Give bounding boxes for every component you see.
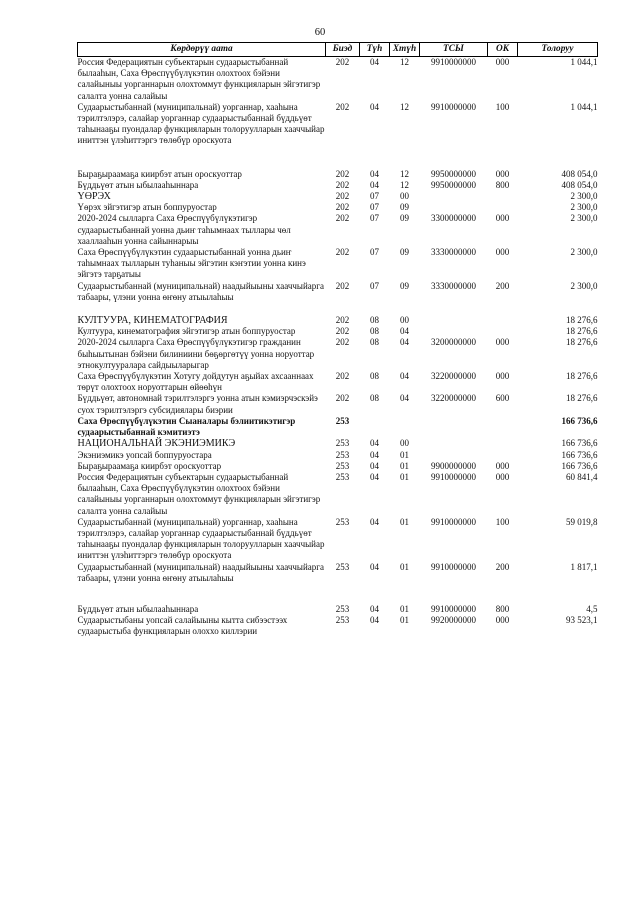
cell-ved: 202 (335, 168, 350, 179)
table-row (78, 416, 598, 438)
cell-sum: 166 736,6 (561, 415, 598, 426)
table-row (78, 202, 598, 213)
cell-pr: 01 (400, 615, 409, 626)
cell-ved: 253 (335, 438, 350, 449)
cell-ved: 253 (335, 471, 350, 482)
table-row (78, 247, 598, 281)
cell-cs: 3220000000 (431, 393, 476, 404)
table-row (78, 461, 598, 472)
cell-cs: 9910000000 (431, 516, 476, 527)
cell-cs: 3200000000 (431, 337, 476, 348)
cell-rz: 04 (370, 179, 379, 190)
cell-rz: 04 (370, 561, 379, 572)
cell-rz: 07 (370, 191, 379, 202)
cell-vr: 000 (495, 615, 510, 626)
cell-rz: 07 (370, 213, 379, 224)
cell-ved: 253 (335, 603, 350, 614)
cell-pr: 00 (400, 191, 409, 202)
cell-cs: 9910000000 (431, 603, 476, 614)
cell-rz: 08 (370, 393, 379, 404)
cell-pr: 12 (400, 57, 409, 67)
cell-cs: 9910000000 (431, 561, 476, 572)
cell-pr: 01 (400, 603, 409, 614)
cell-vr: 600 (495, 393, 510, 404)
cell-cs: 9900000000 (431, 460, 476, 471)
table-row (78, 450, 598, 461)
cell-sum: 18 276,6 (566, 393, 598, 404)
cell-ved: 253 (335, 561, 350, 572)
cell-name: Саха Өрөспүүбүлүкэтин Хотугу дойдутун аҕыйах ахсааннаах төрүт олохтоох норуоттарын өйөөһүн (77, 371, 314, 393)
cell-ved: 202 (335, 326, 350, 337)
cell-name: Судаарыстыбаннай (муниципальнай) наадыйыыны хааччыйарга табаары, үлэни уонна өҥөну атыылаһыы (77, 280, 324, 302)
header-pr: Хтүһ (390, 43, 420, 57)
cell-name: Судаарыстыбаннай (муниципальнай) уорганнар, хааһына тэрилтэлэрэ, салайар уорганнар судаарыстыбаннай бүддьүөт таһынааҕы пуондалар функцияларын толоруулларын хааччыйар иниттэн үлэһиттэргэ төлөбүр ороскуота (77, 101, 325, 146)
cell-pr: 04 (400, 337, 409, 348)
cell-rz: 08 (370, 326, 379, 337)
cell-name: Бүддьүөт атын ыбылааһыннара (77, 179, 199, 190)
cell-rz: 08 (370, 315, 379, 326)
budget-table (77, 42, 598, 638)
table-row (78, 615, 598, 637)
cell-sum: 1 044,1 (570, 57, 598, 67)
cell-rz (360, 416, 390, 438)
cell-vr: 000 (495, 460, 510, 471)
table-row (78, 371, 598, 393)
cell-name: Култуура, кинематография эйгэтигэр атын боппуруостар (77, 326, 296, 337)
cell-cs: 9910000000 (431, 57, 476, 67)
header-rz: Түһ (360, 43, 390, 57)
cell-cs (420, 438, 488, 449)
cell-ved: 253 (335, 615, 350, 626)
cell-vr: 000 (495, 371, 510, 382)
table-row (78, 57, 598, 102)
cell-cs: 9920000000 (431, 615, 476, 626)
cell-ved: 202 (335, 101, 350, 112)
cell-pr: 12 (400, 168, 409, 179)
cell-rz: 07 (370, 202, 379, 213)
cell-pr: 09 (400, 247, 409, 258)
cell-cs (420, 416, 488, 438)
cell-sum: 18 276,6 (566, 337, 598, 348)
table-row (78, 213, 598, 247)
header-cs: ТСЫ (420, 43, 488, 57)
cell-ved: 253 (335, 460, 350, 471)
cell-name: КУЛТУУРА, КИНЕМАТОГРАФИЯ (77, 315, 228, 327)
cell-ved: 202 (335, 213, 350, 224)
header-vr: ОК (488, 43, 518, 57)
cell-ved: 253 (335, 516, 350, 527)
cell-ved: 202 (335, 337, 350, 348)
cell-pr: 01 (400, 516, 409, 527)
cell-cs: 9950000000 (431, 179, 476, 190)
cell-name: НАЦИОНАЛЬНАЙ ЭКЭНИЭМИКЭ (77, 438, 236, 450)
cell-vr: 800 (495, 179, 510, 190)
cell-ved: 202 (335, 247, 350, 258)
cell-ved: 202 (335, 393, 350, 404)
cell-rz: 04 (370, 101, 379, 112)
cell-name: Үөрэх эйгэтигэр атын боппуруостар (77, 202, 217, 213)
cell-name: 2020-2024 сылларга Саха Өрөспүүбүлүкэтигэр гражданин быһыытынан бэйэни билиниини бөҕөргөтүү уонна норуоттар этнокултууралара сайдыыларыгар (77, 337, 315, 370)
cell-pr: 12 (400, 101, 409, 112)
cell-name: Экэниэмикэ уопсай боппуруостара (77, 449, 212, 460)
cell-pr: 01 (400, 471, 409, 482)
cell-rz: 04 (370, 460, 379, 471)
table-row (78, 303, 598, 326)
cell-vr: 200 (495, 280, 510, 291)
cell-ved: 202 (335, 202, 350, 213)
cell-sum: 1 817,1 (570, 561, 598, 572)
cell-sum: 93 523,1 (566, 615, 598, 626)
table-row (78, 180, 598, 191)
cell-pr: 01 (400, 460, 409, 471)
cell-sum: 2 300,0 (570, 191, 598, 202)
cell-ved: 253 (335, 449, 350, 460)
cell-vr (488, 326, 518, 337)
cell-name: Быраҕыраамаҕа киирбэт ороскуоттар (77, 460, 222, 471)
table-header-row (78, 43, 598, 57)
table-row (78, 517, 598, 562)
cell-sum: 18 276,6 (566, 326, 598, 337)
cell-cs: 3220000000 (431, 371, 476, 382)
cell-rz: 04 (370, 516, 379, 527)
cell-vr: 000 (495, 247, 510, 258)
cell-cs (420, 303, 488, 326)
cell-rz: 04 (370, 449, 379, 460)
cell-rz: 04 (370, 471, 379, 482)
cell-vr: 800 (495, 603, 510, 614)
cell-pr: 01 (400, 561, 409, 572)
cell-rz: 04 (370, 168, 379, 179)
cell-vr: 000 (495, 168, 510, 179)
cell-rz: 04 (370, 615, 379, 626)
cell-cs (420, 202, 488, 213)
cell-cs: 3330000000 (431, 247, 476, 258)
cell-sum: 2 300,0 (570, 280, 598, 291)
cell-sum: 408 054,0 (561, 179, 598, 190)
cell-sum: 1 044,1 (570, 101, 598, 112)
table-row (78, 326, 598, 337)
cell-sum: 166 736,6 (561, 449, 598, 460)
cell-ved: 202 (335, 315, 350, 326)
cell-pr: 00 (400, 315, 409, 326)
cell-vr (488, 416, 518, 438)
cell-pr: 04 (400, 393, 409, 404)
cell-rz: 07 (370, 280, 379, 291)
table-row (78, 191, 598, 202)
header-name: Көрдөрүү аата (78, 43, 326, 57)
header-ved: Биэд (326, 43, 360, 57)
cell-sum: 59 019,8 (566, 516, 598, 527)
table-row (78, 393, 598, 415)
cell-vr: 100 (495, 101, 510, 112)
cell-cs: 9910000000 (431, 471, 476, 482)
table-row (78, 281, 598, 303)
cell-rz: 08 (370, 337, 379, 348)
cell-name: Россия Федерациятын субъектарын судаарыстыбаннай былааһын, Саха Өрөспүүбүлүкэтин олохтоох бэйэни салайыныы уорганнарын олохтоммут функцияларын эйгэтигэр салалта уонна салайыы (77, 471, 321, 516)
cell-pr: 01 (400, 449, 409, 460)
cell-vr: 200 (495, 561, 510, 572)
cell-ved: 202 (335, 280, 350, 291)
cell-vr: 000 (495, 471, 510, 482)
cell-cs (420, 450, 488, 461)
cell-sum: 2 300,0 (570, 213, 598, 224)
cell-ved: 202 (335, 57, 350, 67)
cell-pr: 09 (400, 213, 409, 224)
cell-sum: 166 736,6 (561, 438, 598, 449)
cell-cs: 3300000000 (431, 213, 476, 224)
cell-ved: 202 (335, 191, 350, 202)
cell-sum: 2 300,0 (570, 202, 598, 213)
cell-name: Быраҕыраамаҕа киирбэт атын ороскуоттар (77, 168, 242, 179)
cell-vr: 000 (495, 57, 510, 67)
cell-pr: 04 (400, 326, 409, 337)
cell-rz: 07 (370, 247, 379, 258)
cell-name: Саха Өрөспүүбүлүкэтин судаарыстыбаннай уонна дьиҥ таһымнаах тылларын туһаныы эйгэтин кэҥэтии уонна кинэ эйгэтэ тарҕатыы (77, 247, 306, 280)
cell-name: Бүддьүөт атын ыбылааһыннара (77, 603, 199, 614)
cell-cs: 9950000000 (431, 168, 476, 179)
page-number: 60 (314, 27, 326, 38)
cell-ved: 202 (335, 179, 350, 190)
table-row (78, 337, 598, 371)
cell-rz: 04 (370, 603, 379, 614)
cell-vr (488, 303, 518, 326)
cell-sum: 18 276,6 (566, 315, 598, 326)
cell-sum: 408 054,0 (561, 168, 598, 179)
cell-pr: 04 (400, 371, 409, 382)
cell-sum: 60 841,4 (566, 471, 598, 482)
cell-cs (420, 326, 488, 337)
table-body (78, 57, 598, 638)
cell-name: Судаарыстыбаннай (муниципальнай) наадыйыыны хааччыйарга табаары, үлэни уонна өҥөну атыылаһыы (77, 561, 324, 583)
cell-pr: 09 (400, 280, 409, 291)
cell-sum: 18 276,6 (566, 371, 598, 382)
cell-cs (420, 191, 488, 202)
table-row (78, 102, 598, 155)
cell-pr (390, 416, 420, 438)
cell-sum: 2 300,0 (570, 247, 598, 258)
cell-sum: 166 736,6 (561, 460, 598, 471)
header-sum: Толоруу (518, 43, 598, 57)
cell-name: 2020-2024 сылларга Саха Өрөспүүбүлүкэтигэр судаарыстыбаннай уонна дьиҥ таһымнаах тыллары чөл хааллааһын уонна сайыннарыы (77, 213, 291, 246)
cell-rz: 04 (370, 438, 379, 449)
cell-cs: 9910000000 (431, 101, 476, 112)
cell-vr: 100 (495, 516, 510, 527)
cell-name: Судаарыстыбаны уопсай салайыыны кытта сибээстээх судаарыстыба функцияларын олоххо киллэрии (77, 615, 288, 637)
cell-vr: 000 (495, 213, 510, 224)
cell-rz: 04 (370, 57, 379, 67)
cell-sum: 4,5 (586, 603, 598, 614)
cell-cs: 3330000000 (431, 280, 476, 291)
table-row (78, 472, 598, 517)
cell-vr (488, 450, 518, 461)
table-row (78, 562, 598, 592)
cell-name: Судаарыстыбаннай (муниципальнай) уорганнар, хааһына тэрилтэлэрэ, салайар уорганнар судаарыстыбаннай бүддьүөт таһынааҕы пуондалар функцияларын толоруулларын хааччыйар иниттэн үлэһиттэргэ төлөбүр ороскуота (77, 516, 325, 561)
table-row (78, 438, 598, 449)
table-row (78, 155, 598, 180)
cell-ved: 202 (335, 371, 350, 382)
cell-name: ҮӨРЭХ (77, 191, 111, 203)
cell-name: Россия Федерациятын субъектарын судаарыстыбаннай былааһын, Саха Өрөспүүбүлүкэтин олохтоох бэйэни салайыныы уорганнарын олохтоммут функцияларын эйгэтигэр салалта уонна салайыы (77, 57, 321, 101)
cell-pr: 00 (400, 438, 409, 449)
table-row (78, 592, 598, 615)
cell-name: Бүддьүөт, автономнай тэрилтэлэргэ уонна атын кэмиэрчэскэйэ суох тэрилтэлэргэ субсидиялары биэрии (77, 393, 318, 415)
cell-rz: 08 (370, 371, 379, 382)
cell-name: Саха Өрөспүүбүлүкэтин Сыаналары бэлиитикэтигэр судаарыстыбаннай кэмитиэтэ (77, 415, 296, 438)
cell-ved: 253 (335, 415, 350, 426)
cell-vr: 000 (495, 337, 510, 348)
cell-pr: 09 (400, 202, 409, 213)
cell-vr (488, 191, 518, 202)
cell-vr (488, 438, 518, 449)
cell-pr: 12 (400, 179, 409, 190)
cell-vr (488, 202, 518, 213)
